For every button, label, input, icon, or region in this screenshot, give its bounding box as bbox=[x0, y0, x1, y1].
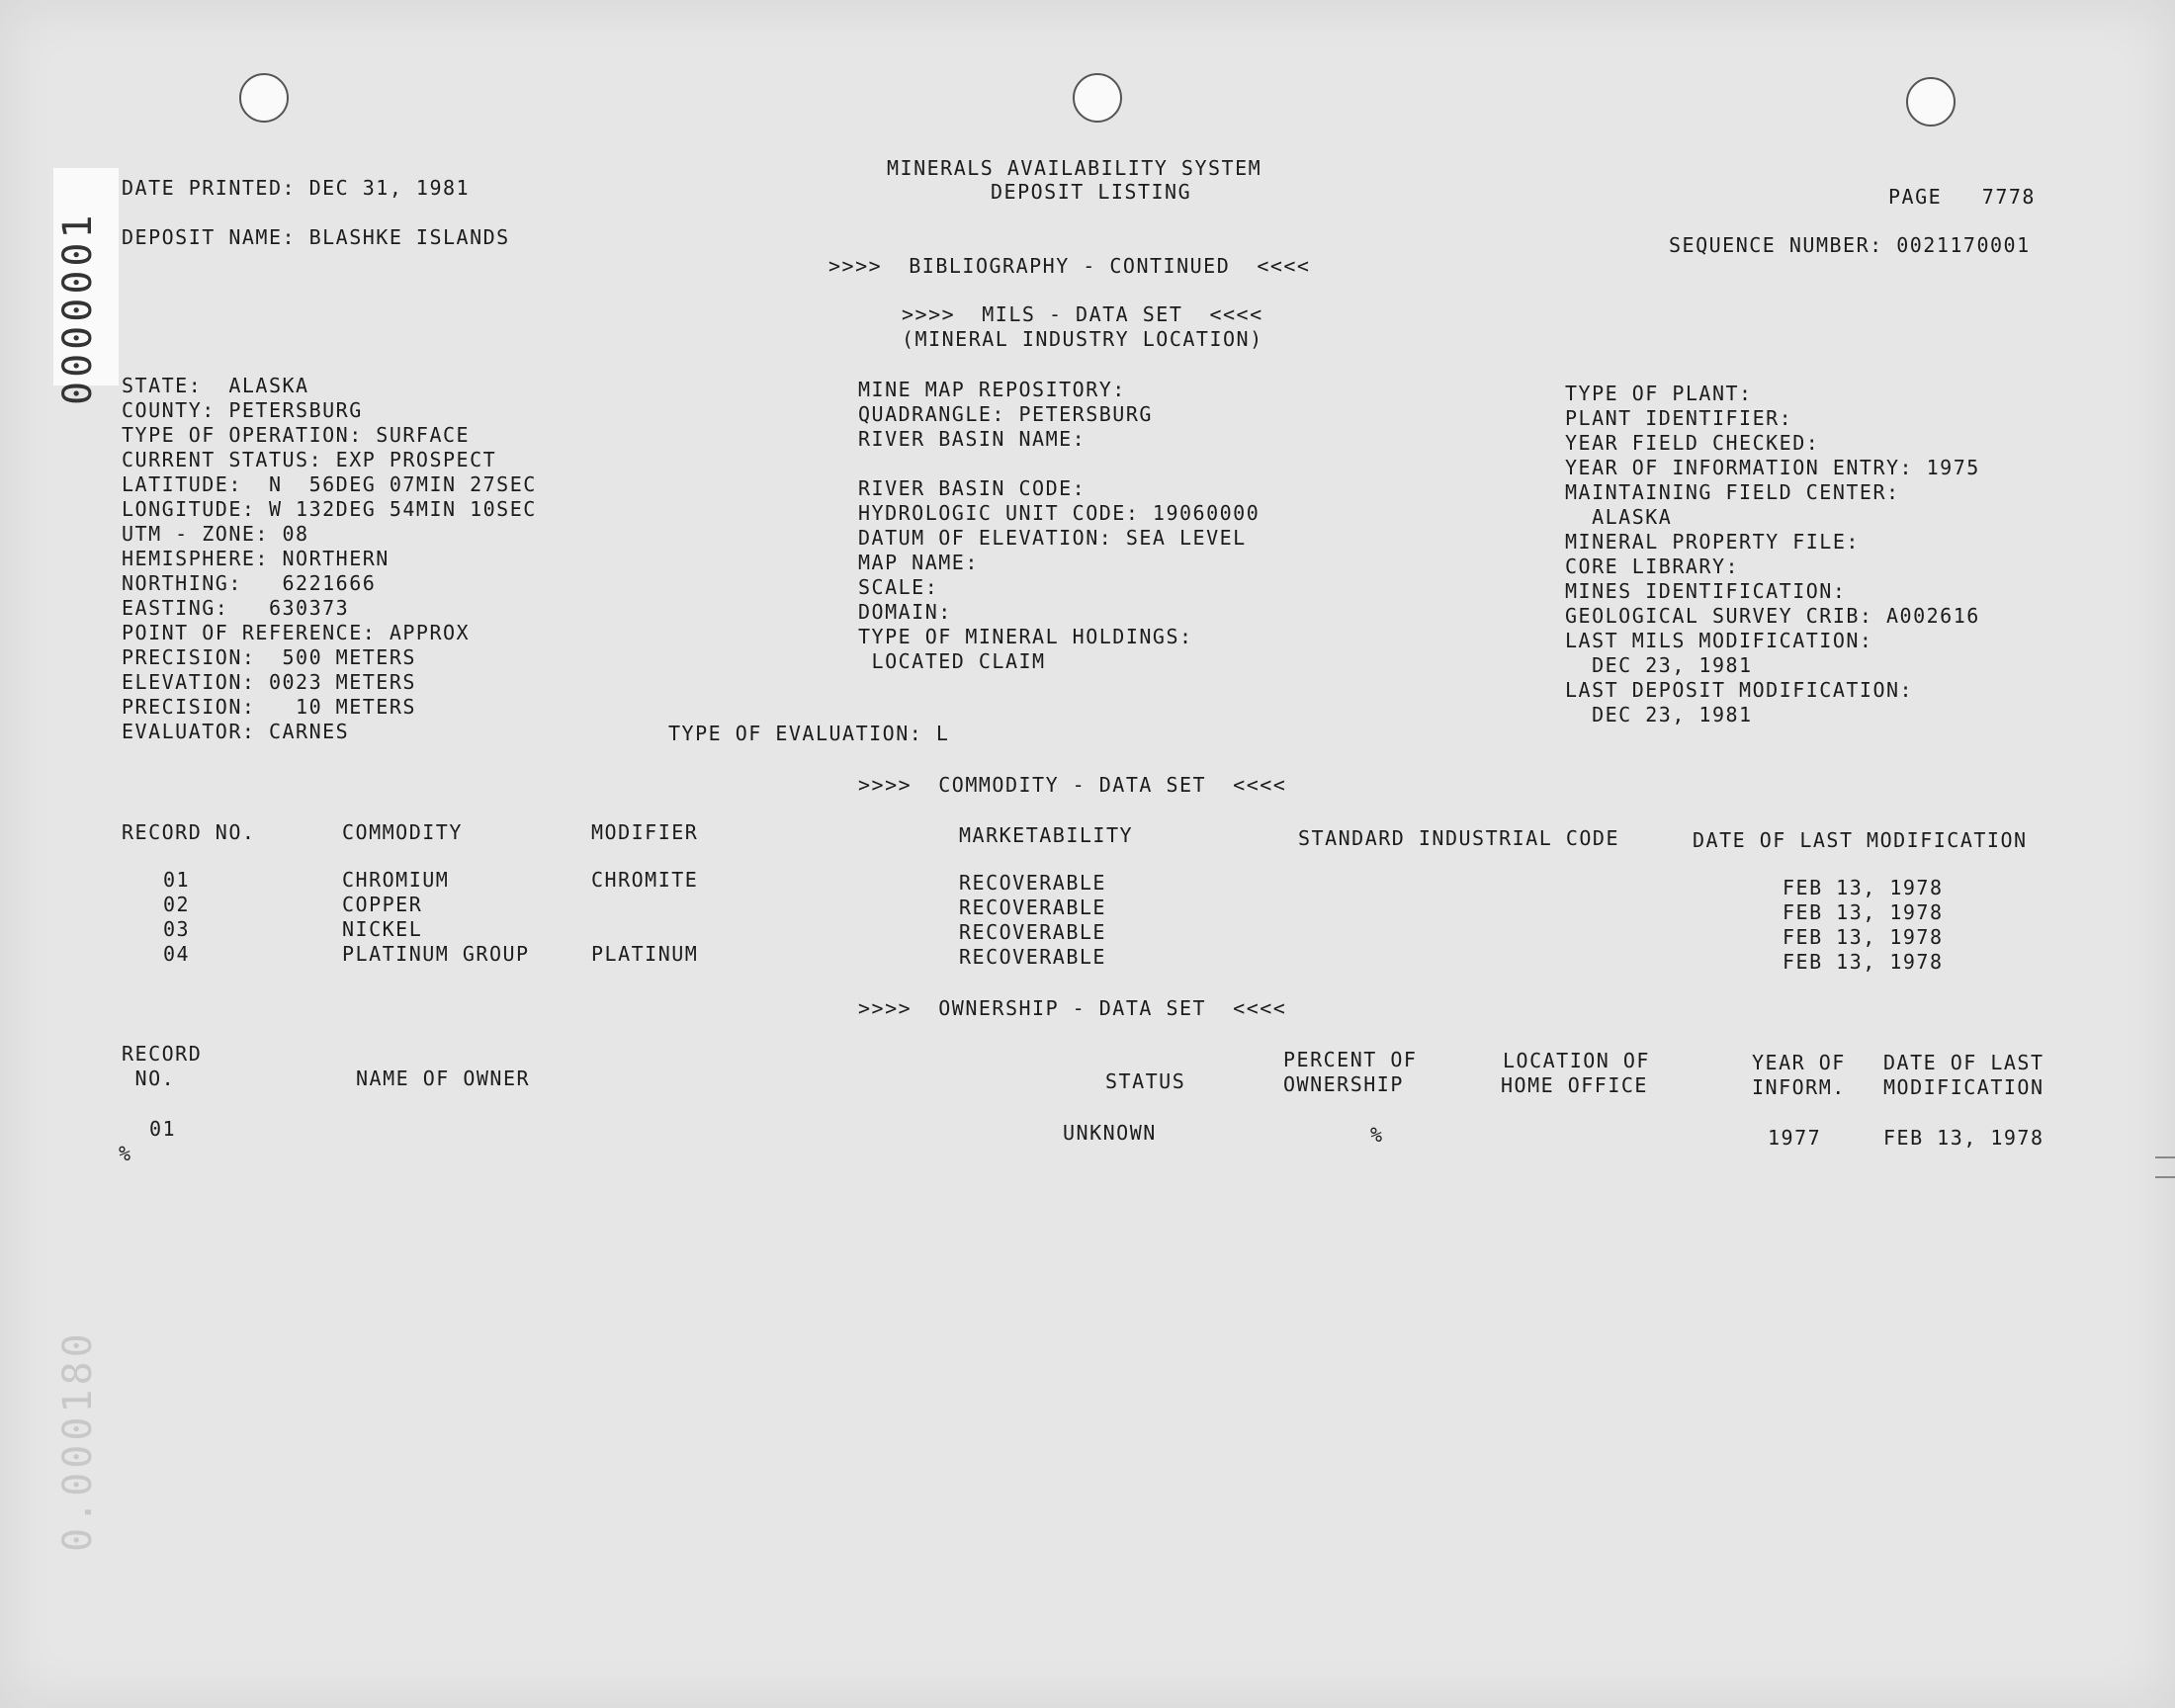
field-maintaining-field-center: MAINTAINING FIELD CENTER: bbox=[1565, 480, 1900, 504]
field-last-deposit-modification-date: DEC 23, 1981 bbox=[1565, 703, 1753, 726]
ownership-heading: >>>> OWNERSHIP - DATA SET <<<< bbox=[858, 996, 1287, 1020]
commodity-header-date: DATE OF LAST MODIFICATION bbox=[1693, 828, 2028, 852]
field-quadrangle: QUADRANGLE: PETERSBURG bbox=[858, 402, 1153, 426]
ownership-header-year: YEAR OF bbox=[1752, 1051, 1846, 1074]
commodity-row-modifier: PLATINUM bbox=[591, 942, 699, 966]
commodity-row-date: FEB 13, 1978 bbox=[1783, 950, 1944, 974]
system-title: MINERALS AVAILABILITY SYSTEM bbox=[887, 156, 1262, 180]
ownership-row-year: 1977 bbox=[1768, 1126, 1822, 1150]
field-year-of-information-entry: YEAR OF INFORMATION ENTRY: 1975 bbox=[1565, 456, 1980, 479]
field-last-mils-modification-date: DEC 23, 1981 bbox=[1565, 653, 1753, 677]
field-field-center-value: ALASKA bbox=[1565, 505, 1673, 529]
field-core-library: CORE LIBRARY: bbox=[1565, 555, 1740, 578]
commodity-row-date: FEB 13, 1978 bbox=[1783, 876, 1944, 899]
field-hydrologic-unit-code: HYDROLOGIC UNIT CODE: 19060000 bbox=[858, 501, 1261, 525]
field-last-deposit-modification: LAST DEPOSIT MODIFICATION: bbox=[1565, 678, 1914, 702]
commodity-header-record: RECORD NO. bbox=[122, 820, 256, 844]
field-state: STATE: ALASKA bbox=[122, 374, 309, 397]
commodity-row-date: FEB 13, 1978 bbox=[1783, 925, 1944, 949]
commodity-row-record: 03 bbox=[163, 917, 191, 941]
margin-stamp-bottom: 0.000180 bbox=[55, 1329, 101, 1552]
ownership-header-record: RECORD bbox=[122, 1042, 203, 1066]
commodity-header-modifier: MODIFIER bbox=[591, 820, 699, 844]
field-mines-identification: MINES IDENTIFICATION: bbox=[1565, 579, 1847, 603]
ownership-row-note: % bbox=[119, 1142, 132, 1165]
page-number: PAGE 7778 bbox=[1888, 185, 2036, 209]
ownership-header-percent: OWNERSHIP bbox=[1283, 1072, 1404, 1096]
ownership-row-record: 01 bbox=[149, 1117, 177, 1141]
punch-hole-center bbox=[1073, 73, 1122, 123]
date-printed: DATE PRINTED: DEC 31, 1981 bbox=[122, 176, 471, 200]
field-type-of-plant: TYPE OF PLANT: bbox=[1565, 382, 1753, 405]
field-map-name: MAP NAME: bbox=[858, 551, 979, 574]
edge-mark bbox=[2155, 1156, 2175, 1158]
commodity-row-commodity: PLATINUM GROUP bbox=[342, 942, 530, 966]
commodity-header-commodity: COMMODITY bbox=[342, 820, 463, 844]
field-county: COUNTY: PETERSBURG bbox=[122, 398, 363, 422]
ownership-row-date: FEB 13, 1978 bbox=[1883, 1126, 2044, 1150]
field-elevation: ELEVATION: 0023 METERS bbox=[122, 670, 416, 694]
ownership-header-date: DATE OF LAST bbox=[1883, 1051, 2044, 1074]
commodity-header-marketability: MARKETABILITY bbox=[959, 823, 1134, 847]
mils-subheading: (MINERAL INDUSTRY LOCATION) bbox=[902, 327, 1263, 351]
commodity-row-marketability: RECOVERABLE bbox=[959, 871, 1106, 895]
field-point-of-reference: POINT OF REFERENCE: APPROX bbox=[122, 621, 471, 644]
field-precision: PRECISION: 500 METERS bbox=[122, 645, 416, 669]
listing-title: DEPOSIT LISTING bbox=[991, 180, 1192, 204]
mils-heading: >>>> MILS - DATA SET <<<< bbox=[902, 302, 1263, 326]
field-longitude: LONGITUDE: W 132DEG 54MIN 10SEC bbox=[122, 497, 537, 521]
field-type-of-evaluation: TYPE OF EVALUATION: L bbox=[668, 722, 950, 745]
ownership-header-date: MODIFICATION bbox=[1883, 1075, 2044, 1099]
field-northing: NORTHING: 6221666 bbox=[122, 571, 377, 595]
field-domain: DOMAIN: bbox=[858, 600, 952, 624]
commodity-row-date: FEB 13, 1978 bbox=[1783, 900, 1944, 924]
margin-stamp-top: 0000001 bbox=[55, 211, 101, 405]
field-current-status: CURRENT STATUS: EXP PROSPECT bbox=[122, 448, 497, 471]
deposit-name: DEPOSIT NAME: BLASHKE ISLANDS bbox=[122, 225, 510, 249]
edge-mark bbox=[2155, 1176, 2175, 1178]
bibliography-heading: >>>> BIBLIOGRAPHY - CONTINUED <<<< bbox=[828, 254, 1311, 278]
commodity-row-commodity: COPPER bbox=[342, 893, 423, 916]
field-type-of-operation: TYPE OF OPERATION: SURFACE bbox=[122, 423, 471, 447]
ownership-header-location: LOCATION OF bbox=[1503, 1049, 1650, 1072]
ownership-header-status: STATUS bbox=[1105, 1069, 1186, 1093]
field-located-claim: LOCATED CLAIM bbox=[858, 649, 1046, 673]
field-datum-of-elevation: DATUM OF ELEVATION: SEA LEVEL bbox=[858, 526, 1247, 550]
ownership-header-record: NO. bbox=[122, 1067, 176, 1090]
field-last-mils-modification: LAST MILS MODIFICATION: bbox=[1565, 629, 1873, 652]
commodity-row-commodity: CHROMIUM bbox=[342, 868, 450, 892]
field-latitude: LATITUDE: N 56DEG 07MIN 27SEC bbox=[122, 472, 537, 496]
commodity-row-record: 04 bbox=[163, 942, 191, 966]
punch-hole-left bbox=[239, 73, 289, 123]
commodity-row-marketability: RECOVERABLE bbox=[959, 945, 1106, 969]
field-easting: EASTING: 630373 bbox=[122, 596, 350, 620]
field-plant-identifier: PLANT IDENTIFIER: bbox=[1565, 406, 1793, 430]
field-evaluator: EVALUATOR: CARNES bbox=[122, 720, 350, 743]
field-utm-zone: UTM - ZONE: 08 bbox=[122, 522, 309, 546]
commodity-row-commodity: NICKEL bbox=[342, 917, 423, 941]
commodity-row-marketability: RECOVERABLE bbox=[959, 896, 1106, 919]
ownership-header-location: HOME OFFICE bbox=[1501, 1073, 1648, 1097]
field-geological-survey-crib: GEOLOGICAL SURVEY CRIB: A002616 bbox=[1565, 604, 1980, 628]
field-type-of-mineral-holdings: TYPE OF MINERAL HOLDINGS: bbox=[858, 625, 1193, 648]
field-mine-map-repository: MINE MAP REPOSITORY: bbox=[858, 378, 1126, 401]
field-mineral-property-file: MINERAL PROPERTY FILE: bbox=[1565, 530, 1860, 554]
commodity-header-sic: STANDARD INDUSTRIAL CODE bbox=[1298, 826, 1619, 850]
ownership-header-name: NAME OF OWNER bbox=[356, 1067, 531, 1090]
ownership-header-year: INFORM. bbox=[1752, 1075, 1846, 1099]
ownership-row-status: UNKNOWN bbox=[1063, 1121, 1157, 1145]
field-scale: SCALE: bbox=[858, 575, 939, 599]
sequence-number: SEQUENCE NUMBER: 0021170001 bbox=[1669, 233, 2031, 257]
field-year-field-checked: YEAR FIELD CHECKED: bbox=[1565, 431, 1820, 455]
commodity-row-marketability: RECOVERABLE bbox=[959, 920, 1106, 944]
punch-hole-right bbox=[1906, 77, 1956, 127]
commodity-row-record: 02 bbox=[163, 893, 191, 916]
field-hemisphere: HEMISPHERE: NORTHERN bbox=[122, 547, 390, 570]
commodity-row-modifier: CHROMITE bbox=[591, 868, 699, 892]
commodity-row-record: 01 bbox=[163, 868, 191, 892]
commodity-heading: >>>> COMMODITY - DATA SET <<<< bbox=[858, 773, 1287, 797]
field-river-basin-code: RIVER BASIN CODE: bbox=[858, 476, 1087, 500]
field-river-basin-name: RIVER BASIN NAME: bbox=[858, 427, 1087, 451]
ownership-header-percent: PERCENT OF bbox=[1283, 1048, 1418, 1071]
ownership-row-percent: % bbox=[1370, 1123, 1384, 1147]
field-elevation-precision: PRECISION: 10 METERS bbox=[122, 695, 416, 719]
